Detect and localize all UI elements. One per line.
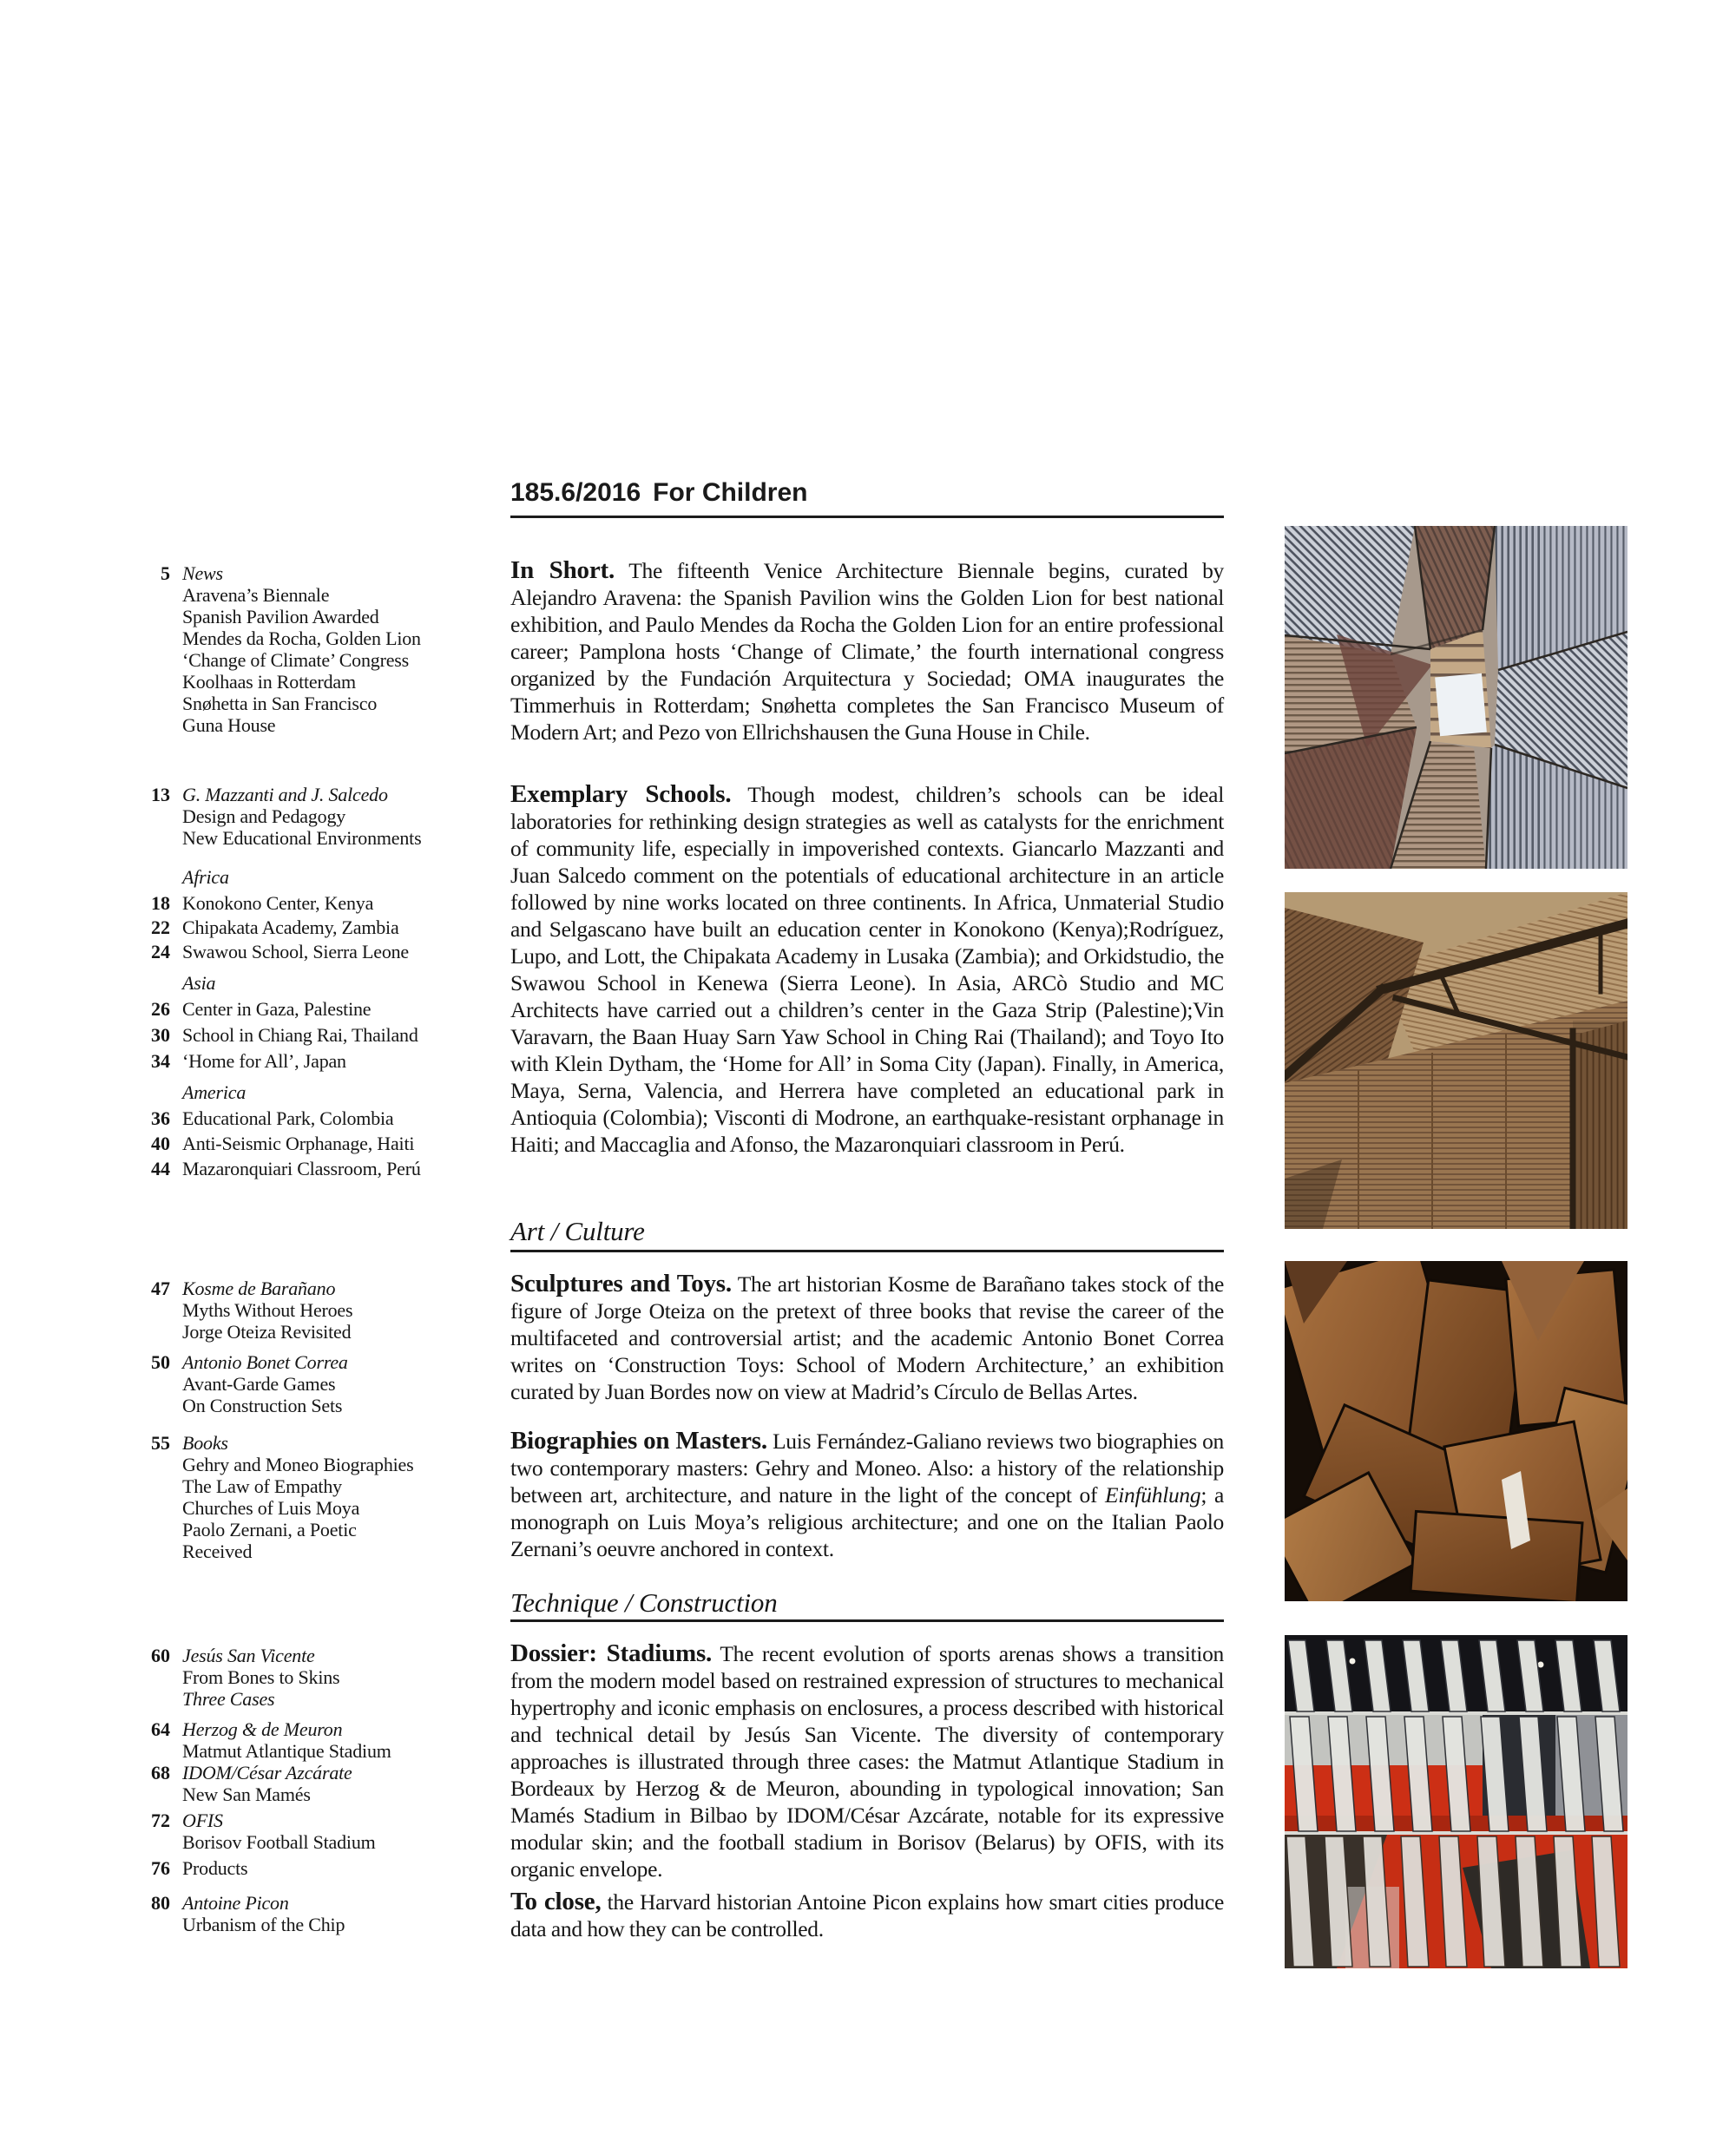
toc-entry [139, 1050, 521, 1072]
toc-entry-lines [182, 941, 521, 962]
toc-page-number: 50 [151, 1351, 170, 1373]
issue-header [510, 478, 1224, 508]
toc-entry-lines [182, 1718, 521, 1762]
toc-page-number: 68 [151, 1762, 170, 1783]
toc-entry [139, 866, 521, 888]
toc-entry [139, 1810, 521, 1853]
toc-line: Aravena’s Biennale [182, 584, 330, 606]
toc-entry [139, 972, 521, 994]
toc-line: New Educational Environments [182, 827, 422, 849]
paragraph-dossier-stadiums [510, 1640, 1224, 1882]
paragraph-biographies-masters [510, 1428, 1224, 1562]
toc-line: Africa [182, 866, 229, 888]
toc-line: ‘Home for All’, Japan [182, 1050, 346, 1072]
toc-page-number: 55 [151, 1432, 170, 1454]
toc-page-number: 30 [151, 1024, 170, 1046]
toc-line: Churches of Luis Moya [182, 1497, 360, 1519]
toc-entry-lines [182, 784, 521, 849]
toc-line: Received [182, 1540, 253, 1562]
section-art-culture: Art / Culture [510, 1216, 645, 1246]
toc-line: Konokono Center, Kenya [182, 892, 374, 914]
art-culture-rule [510, 1250, 1224, 1252]
toc-line: Antoine Picon [182, 1892, 289, 1914]
toc-entry-lines [182, 1107, 521, 1129]
paragraph-sculptures-toys [510, 1271, 1224, 1405]
toc-line: Herzog & de Meuron [182, 1718, 343, 1740]
toc-entry-lines [182, 866, 521, 888]
toc-entry [139, 1081, 521, 1103]
wooden-blocks-sculpture-photo [1285, 1261, 1628, 1601]
toc-entry [139, 1278, 521, 1343]
toc-page-number: 47 [151, 1278, 170, 1299]
toc-line: Center in Gaza, Palestine [182, 998, 372, 1020]
toc-line: IDOM/César Azcárate [182, 1762, 352, 1783]
toc-line: Koolhaas in Rotterdam [182, 671, 356, 693]
toc-page-number: 80 [151, 1892, 170, 1914]
toc-line: Mendes da Rocha, Golden Lion [182, 627, 421, 649]
exemplary-schools-text: Though modest, children’s schools can be ideal laboratories for rethinking design strategies as well as catalysts for the enrichment of community life, especially in impoverished contexts. Giancarlo Mazzanti and Juan Salcedo comment on the potentials of educational architecture in an article followed by nine works located on three continents. In Africa, Unmaterial Studio and Selgascano have built an education center in Konokono (Kenya);Rodríguez, Lupo, and Lott, the Chipakata Academy in Lusaka (Zambia); and Orkidstudio, the Swawou School in Kenewa (Sierra Leone). In Asia, ARCò Studio and MC Architects have carried out a children’s center in the Gaza Strip (Palestine);Vin Varavarn, the Baan Huay Sarn Yaw School in Ching Rai (Thailand); and Toyo Ito with Klein Dytham, the ‘Home for All’ in Soma City (Japan). Finally, in America, Maya, Serna, Valencia, and Herrera have completed an educational park in Antioquia (Colombia); Visconti di Modrone, an earthquake-resistant orphanage in Haiti; and Maccaglia and Afonso, the Mazaronquiari classroom in Perú. [510, 782, 1224, 1157]
toc-page-number: 40 [151, 1133, 170, 1154]
paragraph-exemplary-schools [510, 781, 1224, 1158]
toc-entry [139, 1107, 521, 1129]
toc-entry-lines [182, 562, 521, 736]
toc-entry [139, 916, 521, 938]
toc-line: OFIS [182, 1810, 223, 1831]
sculptures-toys-lead: Sculptures and Toys. [510, 1270, 732, 1297]
stadium-facade-fins-photo [1285, 1635, 1628, 1968]
timber-truss-interior-photo [1285, 892, 1628, 1229]
toc-line: ‘Change of Climate’ Congress [182, 649, 409, 671]
toc-entry-lines [182, 1432, 521, 1562]
toc-entry [139, 1158, 521, 1179]
toc-entry-lines [182, 1892, 521, 1935]
toc-page-number: 22 [151, 916, 170, 938]
toc-line: New San Mamés [182, 1783, 311, 1805]
technique-construction-rule [510, 1619, 1224, 1622]
toc-entry [139, 1718, 521, 1762]
toc-entry-lines [182, 892, 521, 914]
toc-entry-lines [182, 1050, 521, 1072]
issue-title: For Children [653, 478, 808, 507]
toc-line: Anti-Seismic Orphanage, Haiti [182, 1133, 415, 1154]
toc-page-number: 18 [151, 892, 170, 914]
pavilion-photo-graphic [1285, 526, 1628, 869]
toc-line: Snøhetta in San Francisco [182, 693, 378, 714]
toc-line: Swawou School, Sierra Leone [182, 941, 409, 962]
toc-page-number: 76 [151, 1857, 170, 1879]
dossier-stadiums-lead: Dossier: Stadiums. [510, 1639, 713, 1667]
toc-line: Products [182, 1857, 248, 1879]
toc-entry [139, 784, 521, 849]
toc-line: Books [182, 1432, 228, 1454]
toc-line: Spanish Pavilion Awarded [182, 606, 379, 627]
toc-line: Educational Park, Colombia [182, 1107, 394, 1129]
to-close-lead: To close, [510, 1888, 602, 1915]
paragraph-in-short [510, 557, 1224, 746]
to-close-text: the Harvard historian Antoine Picon explains how smart cities produce data and how they can be controlled. [510, 1889, 1224, 1941]
toc-entry [139, 1857, 521, 1879]
toc-line: Jorge Oteiza Revisited [182, 1321, 352, 1343]
dossier-stadiums-text: The recent evolution of sports arenas shows a transition from the modern model based on restrained expression of structures to mechanical hypertrophy and iconic emphasis on enclosures, a process described with historical and technical detail by Jesús San Vicente. The diversity of contemporary approaches is illustrated through three cases: the Matmut Atlantique Stadium in Bordeaux by Herzog & de Meuron, abounding in typological innovation; San Mamés Stadium in Bilbao by IDOM/César Azcárate, notable for its expressive modular skin; and the football stadium in Borisov (Belarus) by OFIS, with its organic envelope. [510, 1641, 1224, 1882]
toc-line: Jesús San Vicente [182, 1645, 315, 1666]
toc-page-number: 64 [151, 1718, 170, 1740]
toc-entry [139, 998, 521, 1020]
toc-entry-lines [182, 1351, 521, 1416]
toc-line: Gehry and Moneo Biographies [182, 1454, 414, 1475]
toc-entry [139, 1432, 521, 1562]
toc-entry [139, 1645, 521, 1710]
issue-number: 185.6/2016 [510, 478, 641, 507]
toc-line: Paolo Zernani, a Poetic [182, 1519, 357, 1540]
stadium-facade-graphic [1285, 1635, 1628, 1968]
toc-line: School in Chiang Rai, Thailand [182, 1024, 418, 1046]
toc-page-number: 26 [151, 998, 170, 1020]
toc-page-number: 5 [161, 562, 170, 584]
toc-entry-lines [182, 916, 521, 938]
toc-line: Three Cases [182, 1688, 275, 1710]
toc-entry [139, 1024, 521, 1046]
toc-line: Antonio Bonet Correa [182, 1351, 348, 1373]
toc-line: Design and Pedagogy [182, 805, 346, 827]
toc-line: Borisov Football Stadium [182, 1831, 376, 1853]
toc-line: Kosme de Barañano [182, 1278, 336, 1299]
toc-line: Myths Without Heroes [182, 1299, 353, 1321]
toc-entry-lines [182, 1762, 521, 1805]
sculptures-toys-text: The art historian Kosme de Barañano takes stock of the figure of Jorge Oteiza on the pretext of three books that revise the career of the multifaceted and controversial artist; and the academic Antonio Bonet Correa writes on ‘Construction Toys: School of Modern Architecture,’ an exhibition curated by Juan Bordes now on view at Madrid’s Círculo de Bellas Artes. [510, 1271, 1224, 1404]
toc-page-number: 24 [151, 941, 170, 962]
toc-line: G. Mazzanti and J. Salcedo [182, 784, 388, 805]
biographies-masters-italic-term: Einfühlung [1105, 1482, 1201, 1508]
wood-blocks-graphic [1285, 1261, 1628, 1601]
biographies-masters-text-1: Luis Fernández-Galiano reviews two biographies on two contemporary masters: Gehry and Moneo. Also: a history of the relationship between art, architecture, and nature in the light of the concept of [510, 1429, 1224, 1508]
exemplary-schools-lead: Exemplary Schools. [510, 780, 732, 808]
toc-line: News [182, 562, 223, 584]
toc-entry [139, 1892, 521, 1935]
header-rule [510, 516, 1224, 518]
toc-line: America [182, 1081, 247, 1103]
toc-line: Asia [182, 972, 216, 994]
toc-entry [139, 941, 521, 962]
timber-interior-graphic [1285, 892, 1628, 1229]
toc-entry [139, 1762, 521, 1805]
toc-page-number: 13 [151, 784, 170, 805]
section-technique-construction: Technique / Construction [510, 1587, 778, 1618]
toc-entry-lines [182, 1857, 521, 1879]
toc-entry [139, 892, 521, 914]
toc-entry-lines [182, 1645, 521, 1710]
in-short-text: The fifteenth Venice Architecture Biennale begins, curated by Alejandro Aravena: the Spanish Pavilion wins the Golden Lion for best national exhibition, and Paulo Mendes da Rocha the Golden Lion for an entire professional career; Pamplona hosts ‘Change of Climate,’ the fourth international congress organized by the Fundación Arquitectura y Sociedad; OMA inaugurates the Timmerhuis in Rotterdam; Snøhetta completes the San Francisco Museum of Modern Art; and Pezo von Ellrichshausen the Guna House in Chile. [510, 558, 1224, 745]
toc-entry [139, 1133, 521, 1154]
toc-entry [139, 562, 521, 736]
toc-line: From Bones to Skins [182, 1666, 340, 1688]
toc-entry-lines [182, 1081, 521, 1103]
pavilion-lattice-skylight-photo [1285, 526, 1628, 869]
toc-page-number: 72 [151, 1810, 170, 1831]
toc-entry-lines [182, 998, 521, 1020]
biographies-masters-lead: Biographies on Masters. [510, 1427, 767, 1455]
toc-line: Urbanism of the Chip [182, 1914, 345, 1935]
toc-line: Chipakata Academy, Zambia [182, 916, 399, 938]
toc-entry [139, 1351, 521, 1416]
toc-entry-lines [182, 1278, 521, 1343]
toc-line: Avant-Garde Games [182, 1373, 336, 1395]
in-short-lead: In Short. [510, 556, 615, 584]
toc-entry-lines [182, 1810, 521, 1853]
toc-line: The Law of Empathy [182, 1475, 342, 1497]
biographies-masters-text-2: ; a monograph on Luis Moya’s religious architecture; and one on the Italian Paolo Zernani’s oeuvre anchored in context. [510, 1482, 1224, 1561]
toc-line: On Construction Sets [182, 1395, 343, 1416]
toc-page-number: 44 [151, 1158, 170, 1179]
paragraph-to-close [510, 1889, 1224, 1942]
toc-line: Mazaronquiari Classroom, Perú [182, 1158, 421, 1179]
toc-entry-lines [182, 1024, 521, 1046]
toc-line: Guna House [182, 714, 276, 736]
toc-entry-lines [182, 1158, 521, 1179]
toc-page-number: 60 [151, 1645, 170, 1666]
toc-line: Matmut Atlantique Stadium [182, 1740, 391, 1762]
toc-entry-lines [182, 972, 521, 994]
toc-page-number: 36 [151, 1107, 170, 1129]
toc-entry-lines [182, 1133, 521, 1154]
toc-page-number: 34 [151, 1050, 170, 1072]
